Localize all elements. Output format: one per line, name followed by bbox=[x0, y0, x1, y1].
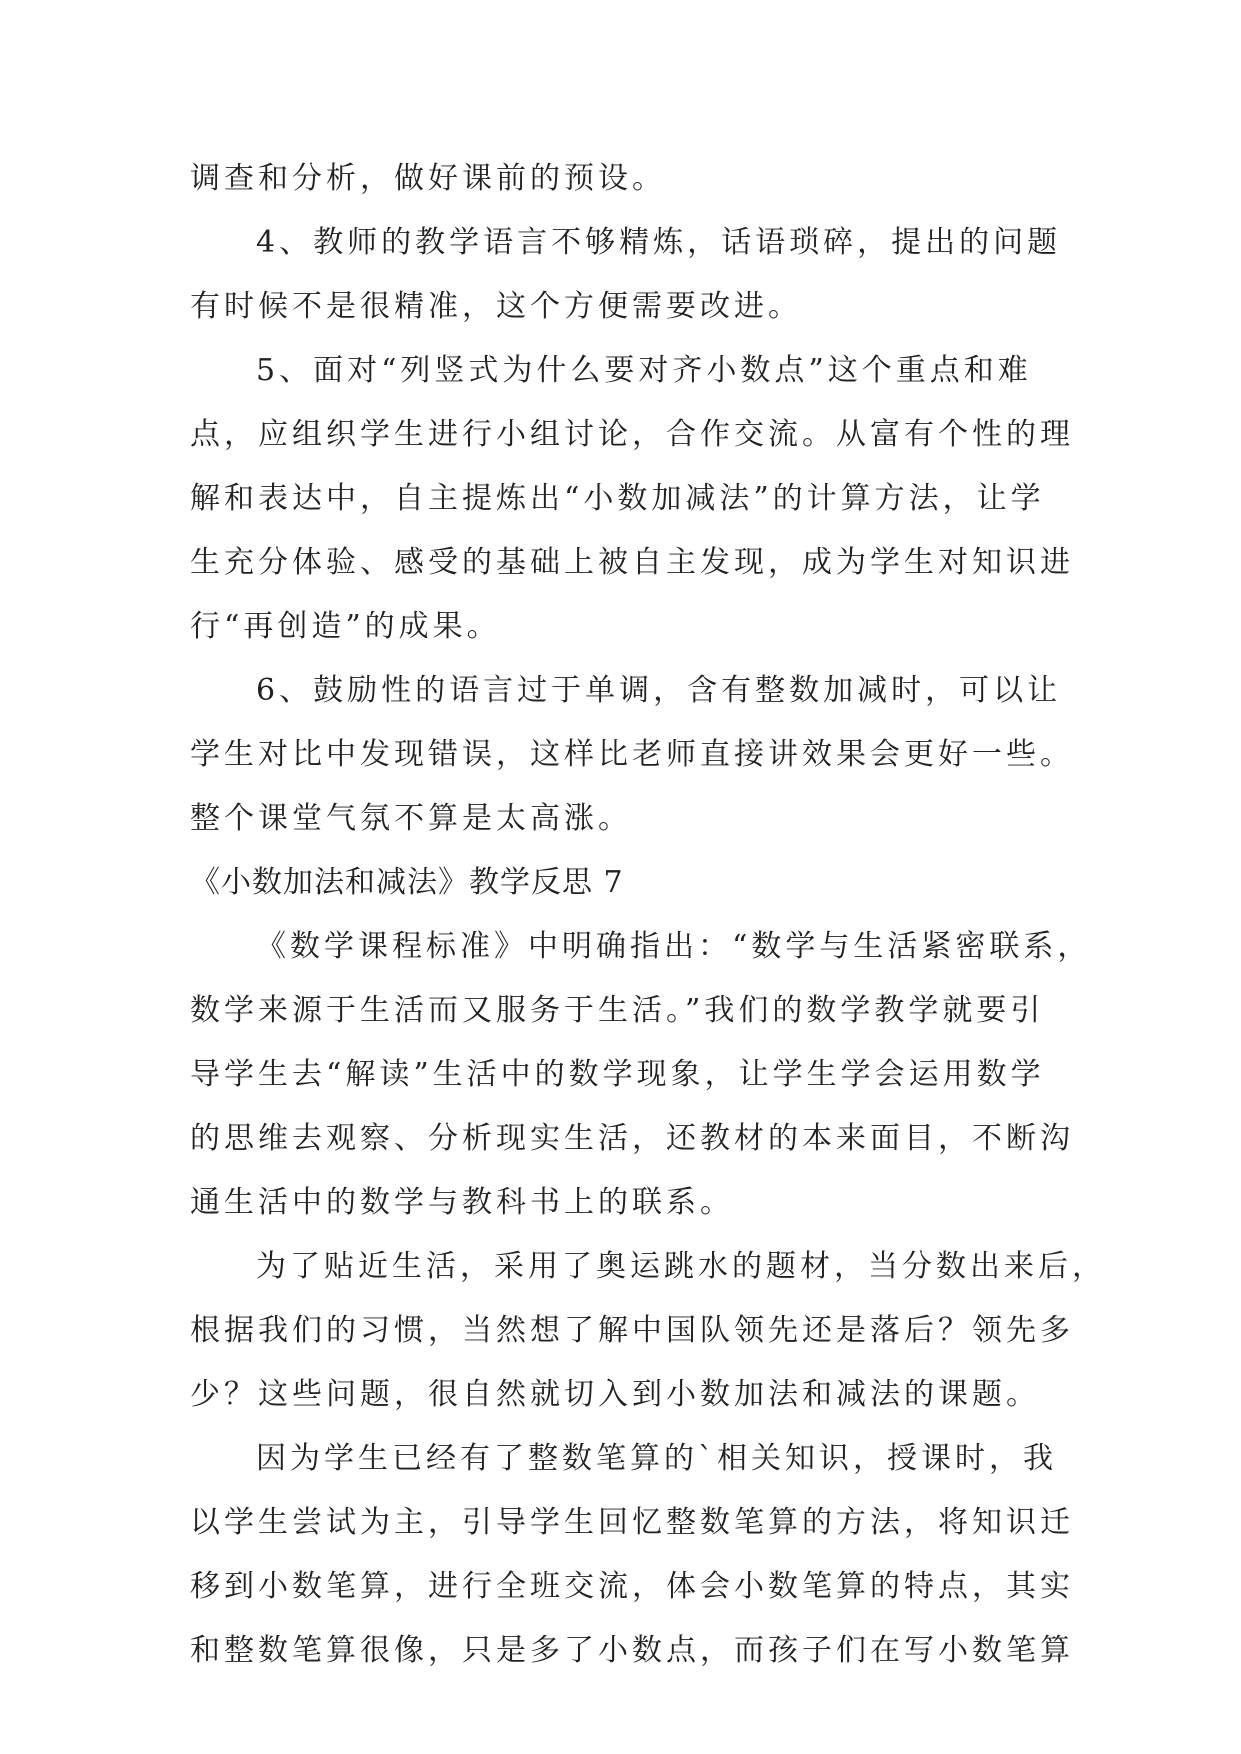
para-intro-tail bbox=[190, 147, 1070, 211]
text-line: 通生活中的数学与教科书上的联系。 bbox=[190, 1185, 734, 1220]
text-line: 有时候不是很精准，这个方便需要改进。 bbox=[190, 289, 802, 324]
text-line: 导学生去“解读”生活中的数学现象，让学生学会运用数学 bbox=[190, 1057, 1045, 1092]
para-point-6 bbox=[190, 659, 1074, 851]
document-body bbox=[190, 147, 1106, 1683]
para-point-4 bbox=[190, 211, 1070, 339]
text-line: 解和表达中，自主提炼出“小数加减法”的计算方法，让学 bbox=[190, 481, 1045, 516]
text-line: 的思维去观察、分析现实生活，还教材的本来面目，不断沟 bbox=[190, 1121, 1074, 1156]
text-line: 移到小数笔算，进行全班交流，体会小数笔算的特点，其实 bbox=[190, 1569, 1074, 1604]
text-line: 5、面对“列竖式为什么要对齐小数点”这个重点和难 bbox=[256, 353, 1032, 388]
text-line: 点，应组织学生进行小组讨论，合作交流。从富有个性的理 bbox=[190, 417, 1074, 452]
section-title: 《小数加法和减法》教学反思 7 bbox=[190, 865, 624, 900]
text-line: 调查和分析，做好课前的预设。 bbox=[190, 161, 666, 196]
para-point-5 bbox=[190, 339, 1074, 659]
text-line: 以学生尝试为主，引导学生回忆整数笔算的方法，将知识迁 bbox=[190, 1505, 1074, 1540]
text-line: 整个课堂气氛不算是太高涨。 bbox=[190, 801, 632, 836]
text-line: 《数学课程标准》中明确指出：“数学与生活紧密联系， bbox=[256, 929, 1092, 964]
text-line: 生充分体验、感受的基础上被自主发现，成为学生对知识进 bbox=[190, 545, 1074, 580]
para-curriculum-standard bbox=[190, 915, 1092, 1235]
para-olympic-diving bbox=[190, 1235, 1106, 1427]
text-line: 数学来源于生活而又服务于生活。”我们的数学教学就要引 bbox=[190, 993, 1045, 1028]
text-line: 学生对比中发现错误，这样比老师直接讲效果会更好一些。 bbox=[190, 737, 1074, 772]
text-line: 少？这些问题，很自然就切入到小数加法和减法的课题。 bbox=[190, 1377, 1040, 1412]
text-line: 根据我们的习惯，当然想了解中国队领先还是落后？领先多 bbox=[190, 1313, 1074, 1348]
para-written-calculation bbox=[190, 1427, 1074, 1683]
text-line: 和整数笔算很像，只是多了小数点，而孩子们在写小数笔算 bbox=[190, 1633, 1074, 1668]
text-line: 因为学生已经有了整数笔算的`相关知识，授课时，我 bbox=[256, 1441, 1057, 1476]
text-line: 6、鼓励性的语言过于单调，含有整数加减时，可以让 bbox=[256, 673, 1062, 708]
text-line: 4、教师的教学语言不够精炼，话语琐碎，提出的问题 bbox=[256, 225, 1062, 260]
text-line: 为了贴近生活，采用了奥运跳水的题材，当分数出来后， bbox=[256, 1249, 1106, 1284]
text-line: 行“再创造”的成果。 bbox=[190, 609, 501, 644]
